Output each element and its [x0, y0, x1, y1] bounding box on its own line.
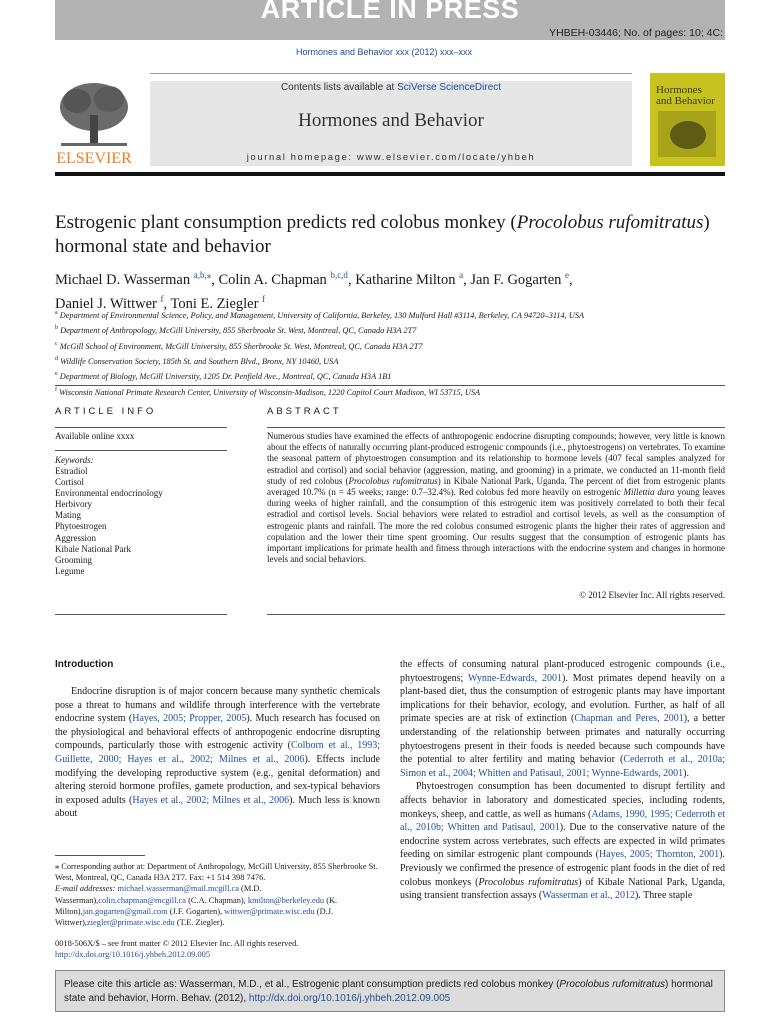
email-link[interactable]: wittwer@primate.wisc.edu [224, 906, 315, 916]
available-online: Available online xxxx [55, 431, 135, 441]
body-text: ). Much research has focused on the physiological and behavioral effects of anthropogenic endocrine disrupting compounds, particularly those with estrogenic activity ( [55, 713, 380, 752]
intro-paragraph-1 [55, 685, 380, 821]
keyword-item: Estradiol [55, 466, 88, 476]
body-text: ). Most primates depend heavily on a plant-based diet, thus the consumption of estrogenic plants may have important implications for their behavior, ecology, and evolution. Further, as half of all primate species are at risk of extinction ( [400, 672, 725, 725]
abstract-text: Numerous studies have examined the effects of anthropogenic endocrine disrupting compounds; however, very little is known about the effects of naturally occurring plant-produced estrogenic compounds (i.e., phytoestrogens) on vertebrates. To examine the seasonal pattern of phytoestrogen consumption and its relationship to hormone levels (407 fecal samples analyzed for estradiol and cortisol) and social behavior (aggression, mating, and grooming) in a primate, we conducted an 11-month field study of red colobus (Procolobus rufomitratus) in Kibale National Park, Uganda. The percent of diet from estrogenic plants averaged 10.7% (n = 45 weeks; range: 0.7–32.4%). Red colobus fed more heavily on estrogenic Millettia dura young leaves during weeks of higher rainfall, and the consumption of this estrogenic item was positively correlated to both their fecal estradiol and cortisol levels. Social behaviors were related to estradiol and cortisol levels, as well as the consumption of estrogenic plants and rainfall. The more the red colobus consumed estrogenic plants the higher their rates of aggression and copulation and the lower their time spent grooming. Our results suggest that the consumption of estrogenic plants has important implications for primate health and fitness through interactions with the endocrine system and changes in hormone levels and social behaviors. [267, 431, 725, 565]
introduction-heading: Introduction [55, 659, 114, 670]
affiliation-marker: f [55, 386, 57, 393]
email-owner: (D.J. Wittwer), [55, 906, 334, 928]
author-name[interactable]: Daniel J. Wittwer [55, 295, 161, 312]
author-name[interactable]: Toni E. Ziegler [170, 295, 263, 312]
body-text: ). Much less is known about [55, 794, 380, 820]
affiliation-text: Department of Biology, McGill University, 1205 Dr. Penfield Ave., Montreal, QC, Canada H3A 1B1 [59, 372, 392, 382]
email-link[interactable]: ziegler@primate.wisc.edu [87, 918, 175, 928]
info-rule-bottom [55, 614, 227, 615]
elsevier-tree-logo-icon [55, 79, 133, 167]
author-separator: , [569, 271, 573, 288]
contents-availability: Contents lists available at SciVerse ScienceDirect [280, 82, 502, 93]
affiliation-text: Wildlife Conservation Society, 185th St. and Southern Blvd., Bronx, NY 10460, USA [60, 356, 339, 366]
body-text: ), a better understanding of the relationship between primates and naturally occurring phytoestrogens present in their foods is needed because such compounds have the potential to alter fertility and mating behavior ( [400, 713, 725, 766]
email-link[interactable]: jan.gogarten@gmail.com [82, 906, 168, 916]
intro-paragraph-1-cont [400, 658, 725, 780]
body-text: ). [683, 767, 690, 779]
corresponding-author-footnote: ⁎ Corresponding author at: Department of Anthropology, McGill University, 855 Sherbrooke St. West, Montreal, QC, Canada H3A 2T7. Fax: +1 514 398 7476. E-mail addresses: michael.wasserman@mail.mcgill.ca (M.D. Wasserman),colin.chapman@mcgill.ca (C.A. Chapman), kmilton@berkeley.edu (K. Milton),jan.gogarten@gmail.com (J.F. Gogarten), wittwer@primate.wisc.edu (D.J. Wittwer),ziegler@primate.wisc.edu (T.E. Ziegler). [55, 862, 378, 928]
intro-right-column [400, 658, 725, 903]
citation-text: Please cite this article as: Wasserman, M.D., et al., Estrogenic plant consumption predicts red colobus monkey (Procolobus rufomitratus) hormonal state and behavior, Horm. Behav. (2012), http://dx.doi.org/10.1016/j.yhbeh.2012.09.005 [64, 979, 713, 1004]
affiliation-marker: a [55, 310, 58, 316]
publisher-name: ELSEVIER [56, 150, 132, 167]
article-title: Estrogenic plant consumption predicts red colobus monkey (Procolobus rufomitratus) hormonal state and behavior [55, 212, 710, 257]
affiliation-item [55, 307, 735, 322]
citation-link[interactable]: Hayes, 2005; Propper, 2005 [132, 713, 247, 725]
author-name[interactable]: Katharine Milton [355, 271, 460, 288]
affiliation-item [55, 368, 735, 383]
affiliation-marker: d [55, 356, 58, 363]
affiliation-text: Department of Anthropology, McGill University, 855 Sherbrooke St. West, Montreal, QC, Canada H3A 2T7 [60, 326, 417, 336]
citation-link[interactable]: Chapman and Peres, 2001 [574, 713, 684, 725]
cover-title: Hormones and Behavior [656, 84, 715, 107]
body-text: Endocrine disruption is of major concern because many synthetic chemicals pose a threat to humans and wildlife through interference with the vertebrate endocrine system ( [55, 686, 380, 725]
info-rule-mid [55, 450, 227, 451]
footnote-rule [55, 855, 145, 856]
header-top-rule [150, 73, 632, 74]
author-separator: , [347, 271, 356, 288]
email-owner: (J.F. Gogarten), [167, 906, 225, 916]
keyword-item: Herbivory [55, 499, 92, 510]
affiliation-marker: e [55, 371, 58, 378]
intro-paragraph-2 [400, 780, 725, 902]
affiliation-item [55, 338, 735, 353]
issn-line: 0018-506X/$ – see front matter © 2012 Elsevier Inc. All rights reserved. http://dx.doi.org/10.1016/j.yhbeh.2012.09.005 [55, 939, 299, 960]
author-name[interactable]: Jan F. Gogarten [470, 271, 566, 288]
abstract-rule-top [267, 427, 725, 428]
keyword-item: Grooming [55, 554, 92, 565]
keyword-item: Environmental endocrinology [55, 488, 163, 499]
affiliation-item [55, 384, 735, 399]
journal-homepage[interactable]: journal homepage: www.elsevier.com/locate/yhbeh [246, 152, 536, 163]
email-link[interactable]: kmilton@berkeley.edu [247, 895, 325, 905]
author-name[interactable]: Colin A. Chapman [218, 271, 331, 288]
affiliation-text: McGill School of Environment, McGill University, 855 Sherbrooke St. West, Montreal, QC, Canada H3A 2T7 [59, 341, 423, 351]
email-link[interactable]: michael.wasserman@mail.mcgill.ca [117, 884, 239, 894]
author-name[interactable]: Michael D. Wasserman [55, 271, 194, 288]
citation-box [55, 970, 725, 1012]
journal-header-box [150, 81, 632, 166]
abstract-copyright: © 2012 Elsevier Inc. All rights reserved. [579, 590, 725, 600]
keyword-item: Cortisol [55, 477, 85, 488]
keywords-label: Keywords: [55, 455, 94, 465]
info-rule-top [55, 427, 227, 428]
email-owner: (C.A. Chapman), [186, 895, 248, 905]
abstract-rule-bottom [267, 614, 725, 615]
body-text: ). Effects include modifying the developing reproductive system (e.g., genital deformation) and altering steroid hormone profiles, gamete production, and sex-typical behaviors in exposed adults ( [55, 753, 381, 806]
keyword-item: Kibale National Park [55, 543, 131, 554]
article-in-press-banner [55, 0, 725, 40]
species-name: Procolobus rufomitratus [478, 876, 579, 888]
abstract-heading: ABSTRACT [267, 406, 342, 417]
doi-link[interactable]: http://dx.doi.org/10.1016/j.yhbeh.2012.09.005 [55, 950, 211, 960]
citation-link[interactable]: Cederroth et al., 2010a; Simon et al., 2004; Whitten and Patisaul, 2001; Wynne-Edwards, 2001 [400, 754, 725, 779]
author-affiliation-marker[interactable]: e [565, 270, 570, 280]
article-info-heading: ARTICLE INFO [55, 406, 157, 417]
affiliation-marker: c [55, 340, 58, 347]
author-separator: , [211, 271, 219, 288]
affiliation-item [55, 322, 735, 337]
article-in-press-text: ARTICLE IN PRESS [260, 0, 520, 24]
keyword-item: Phytoestrogen [55, 521, 107, 532]
body-text: Phytoestrogen consumption has been documented to disrupt fertility and affects behavior in laboratory and domesticated species, including rodents, monkeys, sheep, and cattle, as well as humans ( [400, 781, 725, 820]
title-section-rule [55, 385, 725, 386]
header-divider [55, 172, 725, 176]
author-affiliation-marker[interactable]: a [459, 270, 464, 280]
journal-citation-line[interactable]: Hormones and Behavior xxx (2012) xxx–xxx [295, 47, 473, 57]
email-owner: (K. Milton), [55, 895, 338, 916]
email-link[interactable]: colin.chapman@mcgill.ca [98, 895, 186, 905]
citation-link[interactable]: Wynne-Edwards, 2001 [468, 672, 563, 684]
body-text: ). Previously we confirmed the presence of estrogenic plant foods in the diet of red colobus monkeys ( [400, 849, 725, 888]
body-text: the effects of consuming natural plant-produced estrogenic compounds (i.e., phytoestrogens; [400, 659, 725, 684]
intro-left-column [55, 685, 380, 821]
body-text: ). Three staple [634, 890, 693, 902]
affiliation-item [55, 353, 735, 368]
keyword-item: Mating [55, 510, 81, 521]
citation-link[interactable]: Wasserman et al., 2012 [542, 890, 635, 902]
citation-link[interactable]: Adams, 1990, 1995; Cederroth et al., 2010b; Whitten and Patisaul, 2001 [400, 808, 726, 834]
author-separator: , [163, 295, 171, 312]
keyword-item: Legume [55, 565, 85, 576]
citation-doi-link[interactable]: http://dx.doi.org/10.1016/j.yhbeh.2012.09.005 [248, 993, 451, 1004]
email-owner: (M.D. Wasserman), [55, 884, 262, 905]
email-owner: (T.E. Ziegler). [174, 918, 225, 928]
journal-title: Hormones and Behavior [298, 110, 484, 131]
keyword-item: Aggression [55, 532, 96, 543]
sciencedirect-link[interactable]: SciVerse ScienceDirect [397, 82, 502, 93]
affiliation-text: Department of Environmental Science, Policy, and Management, University of California, Berkeley, 130 Mulford Hall #3114, Berkeley, CA 94720–3114, USA [59, 310, 585, 320]
author-affiliation-marker[interactable]: a,b,⁎ [193, 270, 212, 280]
author-affiliation-marker[interactable]: b,c,d [330, 270, 348, 280]
article-reference-code: YHBEH-03446; No. of pages: 10; 4C: [549, 27, 723, 39]
citation-link[interactable]: Hayes et al., 2002; Milnes et al., 2006 [132, 794, 290, 806]
keywords-list [55, 466, 163, 577]
cover-artwork-icon [658, 111, 716, 157]
journal-cover-image [650, 73, 725, 166]
author-affiliation-marker[interactable]: f [160, 293, 164, 304]
affiliation-text: Wisconsin National Primate Research Center, University of Wisconsin-Madison, 1220 Capitol Court Madison, WI 53715, USA [59, 387, 481, 397]
author-affiliation-marker[interactable]: f [262, 293, 266, 304]
author-separator: , [463, 271, 471, 288]
citation-link[interactable]: Hayes, 2005; Thornton, 2001 [598, 849, 720, 861]
citation-link[interactable]: Colborn et al., 1993; Guillette, 2000; Hayes et al., 2002; Milnes et al., 2006 [55, 740, 380, 765]
body-text: ) of Kibale National Park, Uganda, using transient transfection assays ( [400, 876, 725, 902]
affiliation-marker: b [55, 325, 58, 332]
body-text: ). Due to the conservative nature of the endocrine system across vertebrates, such effects are expected in wild primates feeding on similar estrogenic plant compounds ( [400, 822, 725, 861]
